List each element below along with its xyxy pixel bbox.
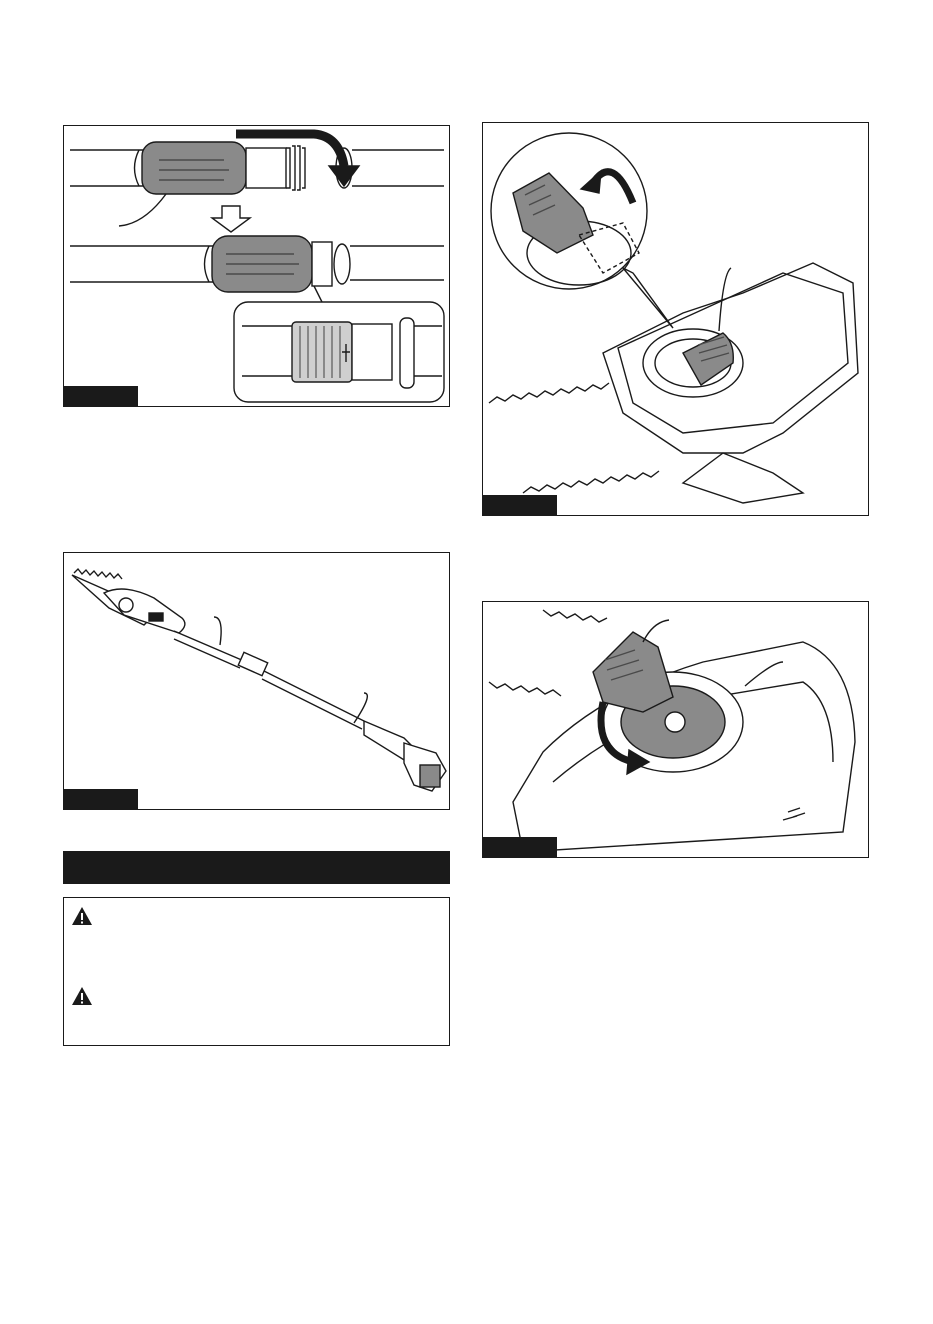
lever-turn-illustration — [483, 602, 869, 858]
shaft-collar-illustration — [64, 126, 450, 407]
figure-number-tag — [483, 495, 557, 515]
figure-assembled-pole-saw — [63, 552, 450, 810]
figure-lever-turn — [482, 601, 869, 858]
figure-shaft-collar — [63, 125, 450, 407]
warning-triangle-icon — [71, 906, 93, 926]
figure-number-tag — [64, 386, 138, 406]
warning-box — [63, 897, 450, 1046]
figure-number-tag — [483, 837, 557, 857]
figure-lever-open — [482, 122, 869, 516]
figure-number-tag — [64, 789, 138, 809]
pole-saw-illustration — [64, 553, 450, 810]
warning-triangle-icon — [71, 986, 93, 1006]
lever-open-illustration — [483, 123, 869, 516]
section-heading-bar — [63, 851, 450, 884]
